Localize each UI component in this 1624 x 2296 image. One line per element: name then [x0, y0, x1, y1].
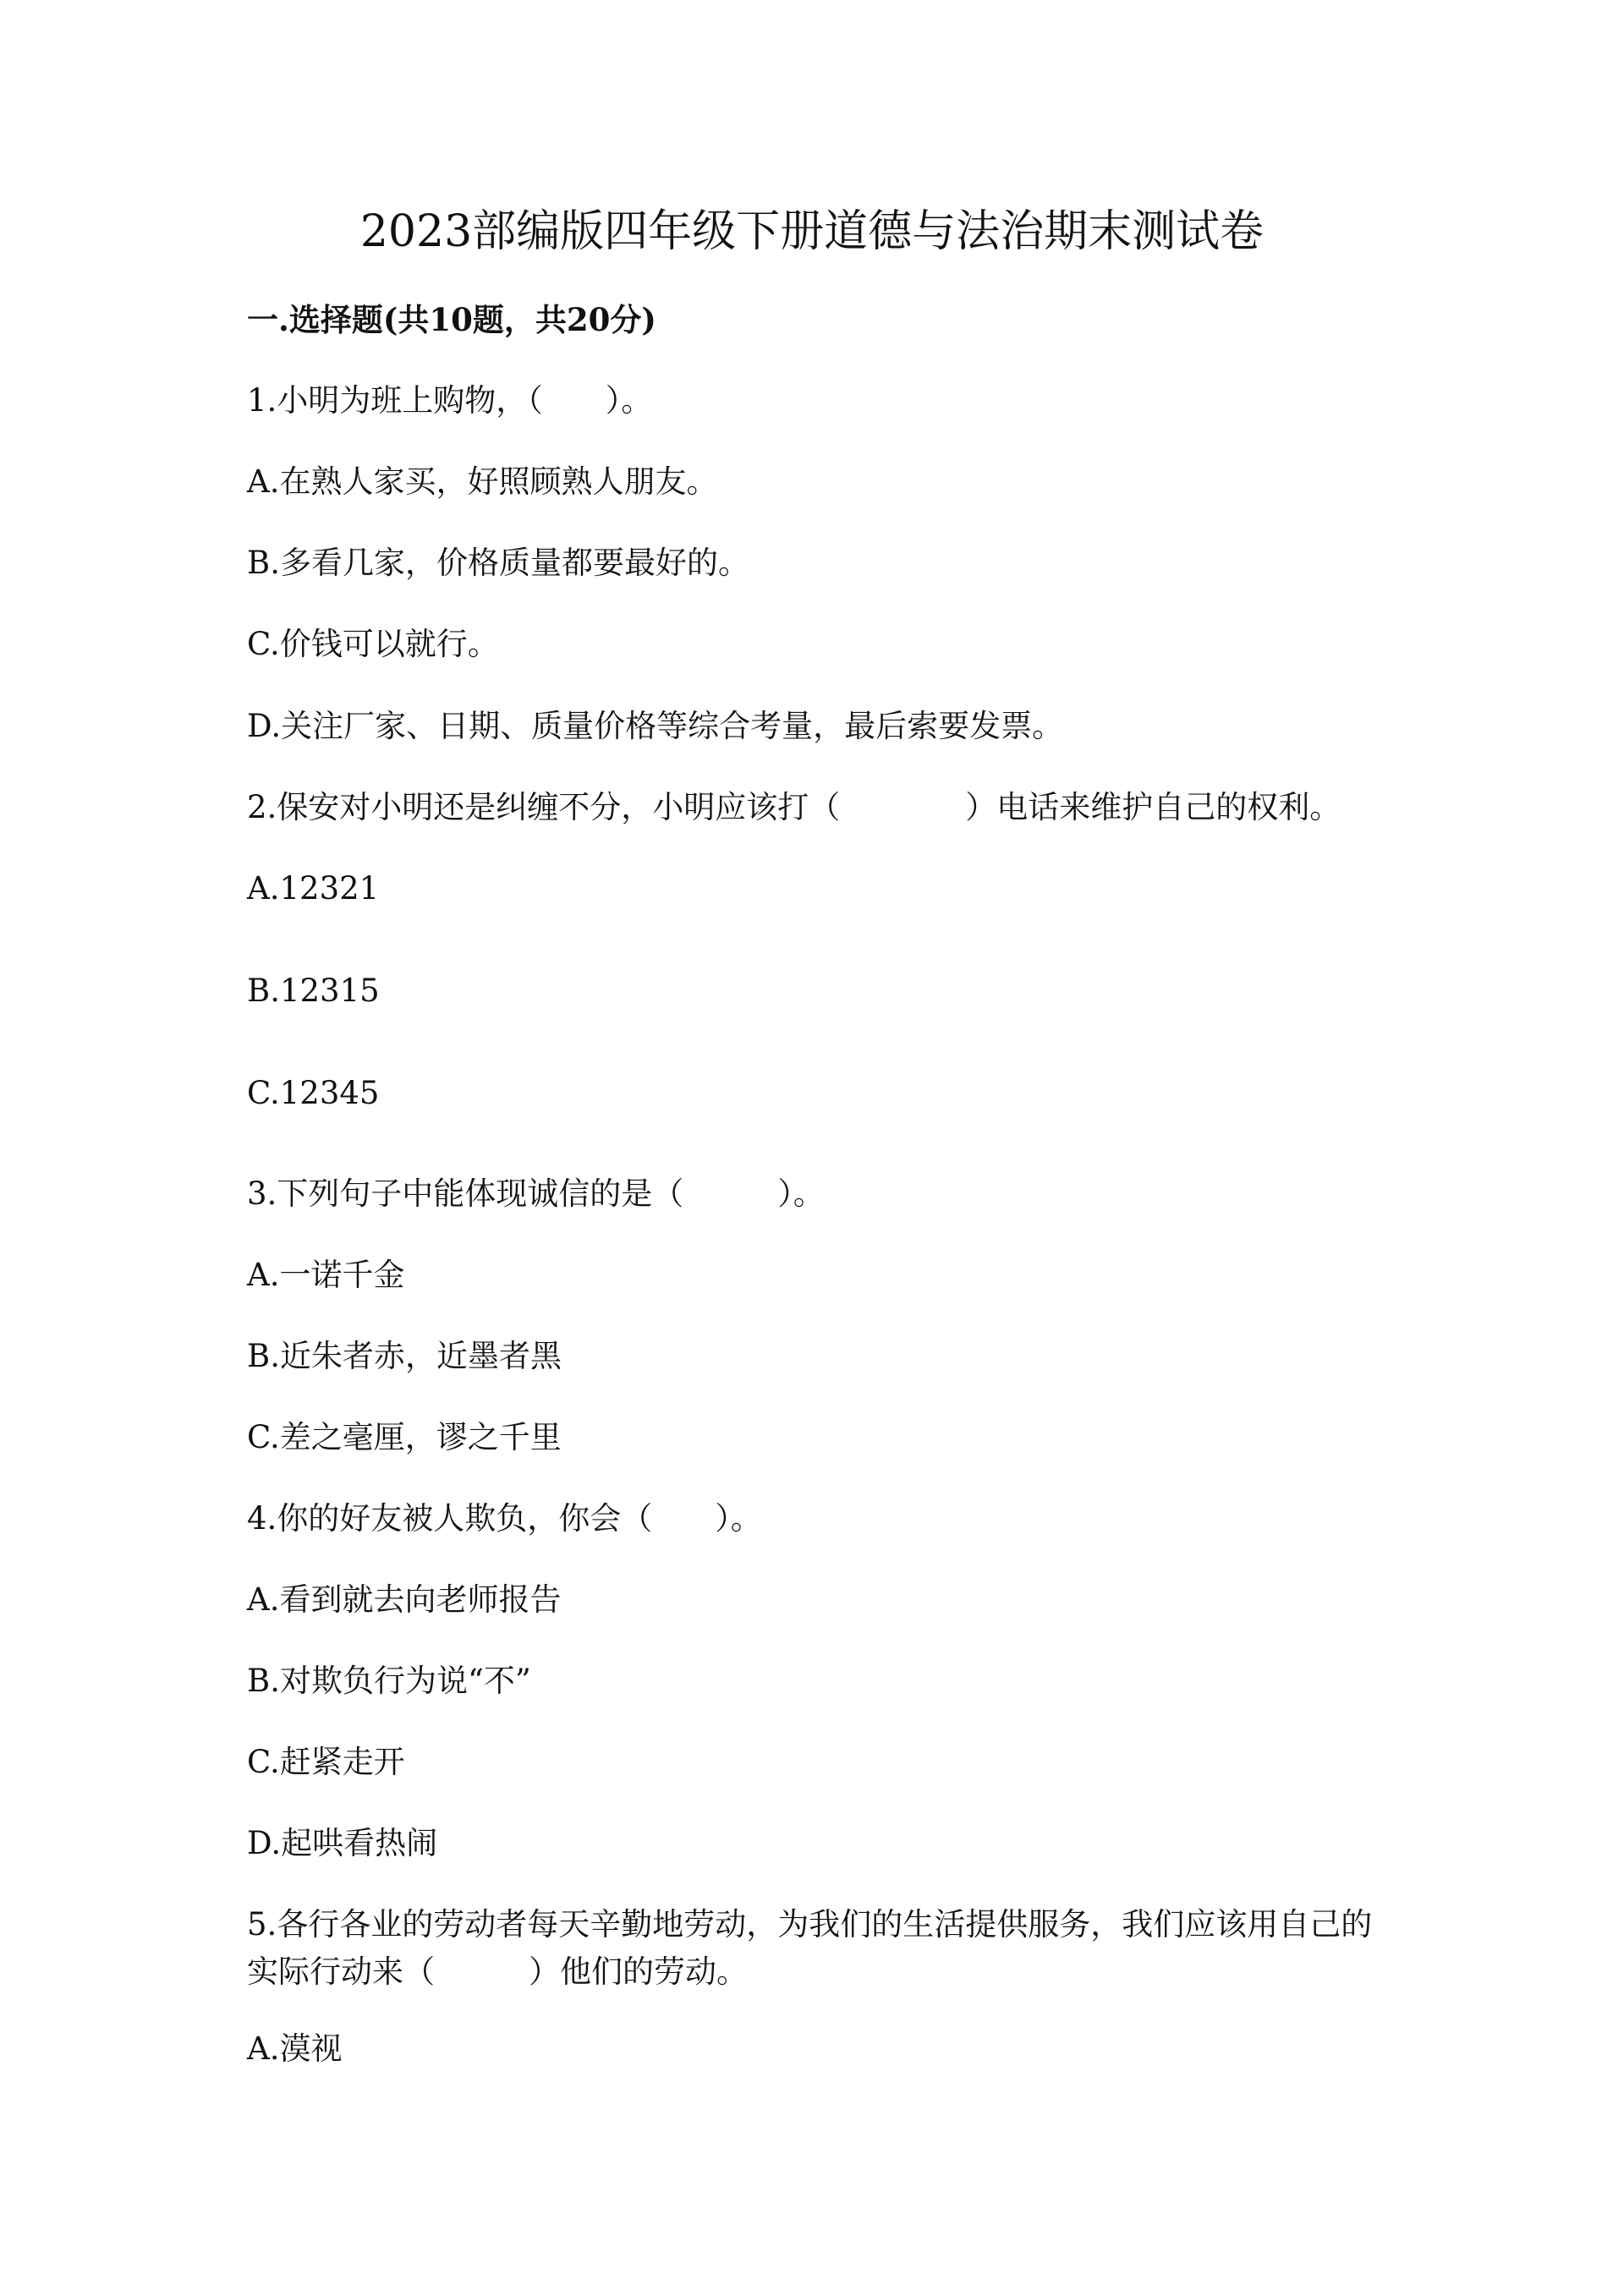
- question-4-option-a: A.看到就去向老师报告: [247, 1581, 562, 1618]
- section-heading: 一.选择题(共10题，共20分): [247, 301, 656, 338]
- question-3-option-b: B.近朱者赤，近墨者黑: [247, 1338, 562, 1374]
- question-1-stem: 1.小明为班上购物，（ ）。: [247, 382, 653, 419]
- question-4-option-c: C.赶紧走开: [247, 1744, 405, 1780]
- question-4-stem: 4.你的好友被人欺负，你会（ ）。: [247, 1500, 762, 1537]
- question-5-option-a: A.漠视: [247, 2030, 343, 2067]
- question-1-option-c: C.价钱可以就行。: [247, 626, 499, 662]
- question-3-stem: 3.下列句子中能体现诚信的是（ ）。: [247, 1175, 825, 1212]
- question-5-stem: 5.各行各业的劳动者每天辛勤地劳动，为我们的生活提供服务，我们应该用自己的实际行动来（ ）他们的劳动。: [247, 1906, 1373, 1990]
- question-2-option-c: C.12345: [247, 1075, 380, 1111]
- question-3-option-a: A.一诺千金: [247, 1257, 405, 1293]
- question-1-option-d: D.关注厂家、日期、质量价格等综合考量，最后索要发票。: [247, 708, 1064, 744]
- question-2-stem: 2.保安对小明还是纠缠不分，小明应该打（ ）电话来维护自己的权利。: [247, 789, 1341, 825]
- question-4-option-d: D.起哄看热闹: [247, 1825, 438, 1861]
- question-2-option-a: A.12321: [247, 870, 380, 907]
- question-4-option-b: B.对欺负行为说“不”: [247, 1663, 531, 1699]
- page-title: 2023部编版四年级下册道德与法治期末测试卷: [359, 206, 1265, 257]
- question-2-option-b: B.12315: [247, 973, 380, 1009]
- question-3-option-c: C.差之毫厘，谬之千里: [247, 1419, 562, 1455]
- question-1-option-a: A.在熟人家买，好照顾熟人朋友。: [247, 463, 718, 500]
- question-1-option-b: B.多看几家，价格质量都要最好的。: [247, 545, 749, 581]
